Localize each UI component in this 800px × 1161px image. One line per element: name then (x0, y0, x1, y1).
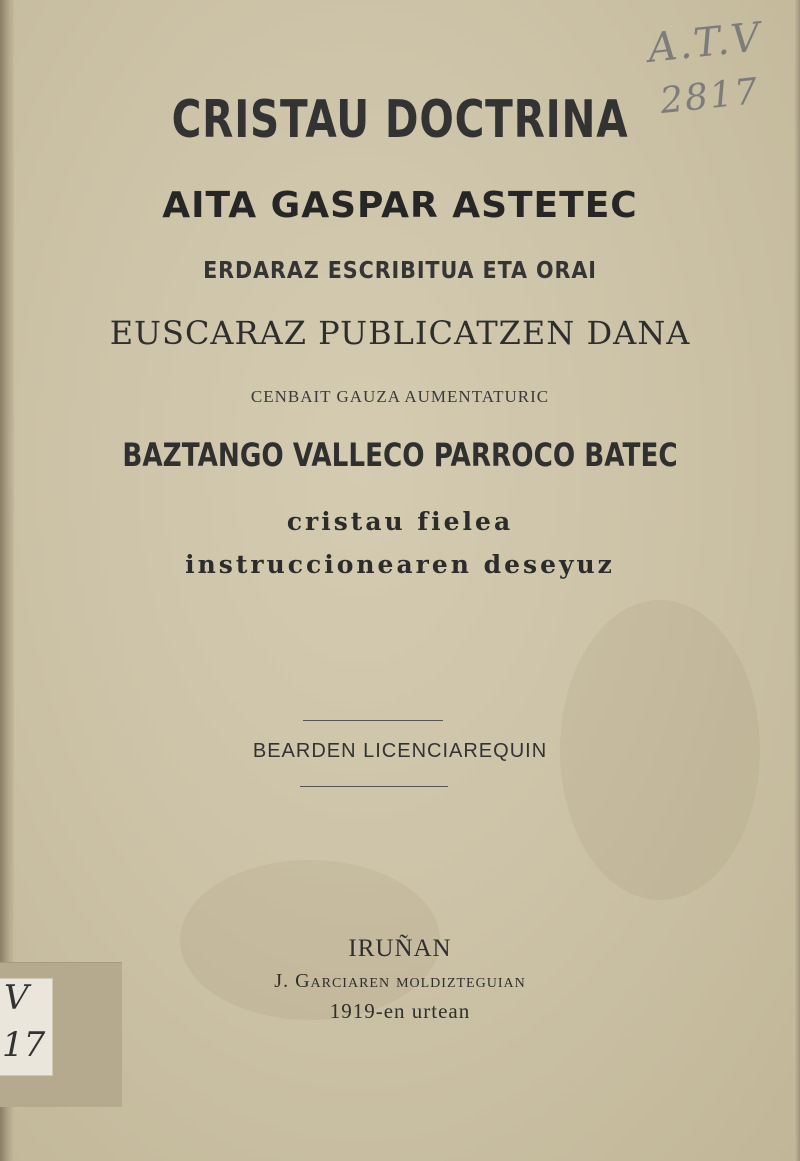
library-label-line-1: V (4, 978, 29, 1018)
imprint-printer: J. Garciaren moldizteguian (274, 970, 526, 992)
divider-top (303, 720, 443, 721)
imprint-city: IRUÑAN (348, 935, 452, 962)
imprint-year: 1919-en urtean (329, 999, 471, 1023)
divider-bottom (300, 786, 448, 787)
subtitle-line-1: ERDARAZ ESCRIBITUA ETA ORAI (203, 258, 597, 284)
pencil-annotation-2: 2817 (658, 70, 762, 123)
purpose-line-2: instruccionearen deseyuz (185, 550, 615, 579)
subtitle-line-2: EUSCARAZ PUBLICATZEN DANA (109, 314, 691, 352)
subtitle-line-3: CENBAIT GAUZA AUMENTATURIC (250, 387, 550, 406)
library-label-line-2: 17 (2, 1025, 46, 1065)
license-line: BEARDEN LICENCIAREQUIN (252, 740, 548, 762)
parish-line: BAZTANGO VALLECO PARROCO BATEC (122, 436, 678, 474)
author-line: AITA GASPAR ASTETEC (162, 185, 638, 226)
purpose-line-1: cristau fielea (286, 507, 514, 536)
book-title: CRISTAU DOCTRINA (171, 90, 629, 150)
pencil-annotation-1: A.T.V (645, 14, 765, 72)
